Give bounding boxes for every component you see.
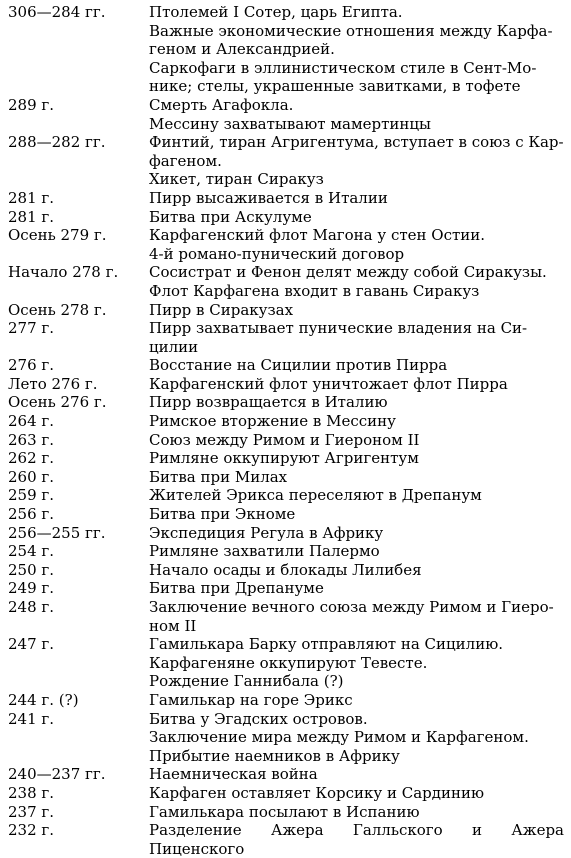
entry-events [149, 561, 564, 580]
event-text: 4-й романо-пунический договор [149, 244, 405, 263]
entry-date: Начало 278 г. [8, 263, 119, 282]
timeline-entry [8, 431, 564, 450]
entry-date: Осень 279 г. [8, 226, 107, 245]
entry-events [149, 431, 564, 450]
entry-events [149, 579, 564, 598]
entry-date: 263 г. [8, 430, 55, 449]
entry-events [149, 635, 564, 691]
event-text: Пирр высаживается в Италии [149, 188, 388, 207]
timeline-entry [8, 3, 564, 96]
timeline-entry [8, 189, 564, 208]
event-text: Гамилькара Барку отправляют на Сицилию. [149, 635, 504, 654]
timeline-entry [8, 133, 564, 189]
event-text: Сосистрат и Фенон делят между собой Сиракузы. [149, 263, 547, 282]
timeline-entry [8, 393, 564, 412]
event-text: Пирр захватывает пунические владения на Си- цилии [149, 319, 528, 356]
entry-date: 260 г. [8, 467, 55, 486]
entry-date: 262 г. [8, 449, 55, 468]
event-text: Экспедиция Регула в Африку [149, 523, 384, 542]
event-text: Мессину захватывают мамертинцы [149, 114, 431, 133]
event-text: Жителей Эрикса переселяют в Дрепанум [149, 486, 482, 505]
entry-events [149, 375, 564, 394]
event-text: Разделение Ажера Галльского и Ажера Пиценского [149, 821, 564, 858]
entry-events [149, 486, 564, 505]
entry-events [149, 505, 564, 524]
event-text: Битва при Дрепануме [149, 579, 324, 598]
entry-events [149, 189, 564, 208]
entry-events [149, 301, 564, 320]
entry-events [149, 208, 564, 227]
event-text: Начало осады и блокады Лилибея [149, 560, 422, 579]
event-text: Прибытие наемников в Африку [149, 746, 400, 765]
event-text: Флот Карфагена входит в гавань Сиракуз [149, 281, 480, 300]
timeline-entry [8, 226, 564, 263]
timeline-entry [8, 524, 564, 543]
entry-date: 276 г. [8, 356, 55, 375]
event-text: Битва у Эгадских островов. [149, 709, 368, 728]
event-text: Заключение вечного союза между Римом и Гиеро- ном II [149, 598, 554, 635]
entry-date: 281 г. [8, 207, 55, 226]
entry-events [149, 412, 564, 431]
event-text: Важные экономические отношения между Карфа- геном и Александрией. [149, 21, 553, 59]
entry-events [149, 226, 564, 263]
entry-events [149, 542, 564, 561]
entry-events [149, 96, 564, 133]
entry-events [149, 449, 564, 468]
timeline-entry [8, 561, 564, 580]
event-text: Римляне захватили Палермо [149, 542, 380, 561]
event-text: Пирр возвращается в Италию [149, 393, 388, 412]
entry-date: 289 г. [8, 95, 55, 114]
entry-date: 244 г. (?) [8, 690, 79, 709]
timeline-entry [8, 803, 564, 822]
event-text: Восстание на Сицилии против Пирра [149, 356, 448, 375]
entry-date: 256 г. [8, 505, 55, 524]
entry-date: 254 г. [8, 542, 55, 561]
timeline-entry [8, 579, 564, 598]
entry-events [149, 710, 564, 766]
event-text: Битва при Аскулуме [149, 207, 312, 226]
entry-events [149, 598, 564, 635]
entry-date: Осень 276 г. [8, 393, 107, 412]
timeline-entry [8, 765, 564, 784]
timeline-entry [8, 96, 564, 133]
timeline-entry [8, 821, 564, 858]
event-text: Союз между Римом и Гиероном II [149, 430, 420, 449]
entry-events [149, 356, 564, 375]
entry-date: 249 г. [8, 579, 55, 598]
entry-date: 306—284 гг. [8, 3, 106, 21]
entry-events [149, 803, 564, 822]
timeline-entry [8, 375, 564, 394]
entry-date: 240—237 гг. [8, 765, 106, 784]
entry-events [149, 263, 564, 300]
event-text: Битва при Экноме [149, 505, 296, 524]
event-text: Карфагенский флот уничтожает флот Пирра [149, 374, 508, 393]
timeline-entry [8, 319, 564, 356]
timeline-entry [8, 598, 564, 635]
timeline-entry [8, 208, 564, 227]
timeline-entry [8, 691, 564, 710]
entry-date: 256—255 гг. [8, 523, 106, 542]
event-text: Гамилькар на горе Эрикс [149, 690, 353, 709]
event-text: Саркофаги в эллинистическом стиле в Сент-Мо- нике; стелы, украшенные завитками, в тофете [149, 58, 537, 96]
entry-events [149, 821, 564, 858]
event-text: Пирр в Сиракузах [149, 300, 294, 319]
entry-date: 264 г. [8, 412, 55, 431]
entry-events [149, 691, 564, 710]
entry-date: 238 г. [8, 783, 55, 802]
event-text: Карфагенский флот Магона у стен Остии. [149, 226, 486, 245]
entry-date: 250 г. [8, 560, 55, 579]
entry-date: 237 г. [8, 802, 55, 821]
entry-date: 247 г. [8, 635, 55, 654]
entry-events [149, 133, 564, 189]
timeline-entry [8, 542, 564, 561]
timeline-entry [8, 412, 564, 431]
entry-events [149, 393, 564, 412]
entry-events [149, 319, 564, 356]
timeline-entry [8, 486, 564, 505]
event-text: Римляне оккупируют Агригентум [149, 449, 419, 468]
entry-events [149, 765, 564, 784]
entry-events [149, 468, 564, 487]
event-text: Смерть Агафокла. [149, 95, 294, 114]
entry-date: Лето 276 г. [8, 374, 98, 393]
event-text: Наемническая война [149, 765, 318, 784]
entry-date: 288—282 гг. [8, 133, 106, 152]
timeline-entry [8, 263, 564, 300]
entry-date: 281 г. [8, 188, 55, 207]
timeline-entry [8, 784, 564, 803]
entry-date: 277 г. [8, 319, 55, 338]
entry-date: 241 г. [8, 709, 55, 728]
timeline-entry [8, 505, 564, 524]
event-text: Карфагеняне оккупируют Тевесте. [149, 653, 428, 672]
entry-date: 248 г. [8, 598, 55, 616]
timeline-entry [8, 301, 564, 320]
entry-date: 259 г. [8, 486, 55, 505]
entry-events [149, 524, 564, 543]
timeline-entry [8, 449, 564, 468]
event-text: Карфаген оставляет Корсику и Сардинию [149, 783, 485, 802]
entry-events [149, 3, 564, 96]
timeline-entry [8, 356, 564, 375]
chronology-table [8, 3, 564, 858]
event-text: Рождение Ганнибала (?) [149, 672, 344, 691]
timeline-entry [8, 635, 564, 691]
entry-date: Осень 278 г. [8, 300, 107, 319]
event-text: Гамилькара посылают в Испанию [149, 802, 420, 821]
timeline-entry [8, 710, 564, 766]
event-text: Заключение мира между Римом и Карфагеном. [149, 728, 529, 747]
entry-events [149, 784, 564, 803]
event-text: Птолемей I Сотер, царь Египта. [149, 3, 403, 21]
event-text: Финтий, тиран Агригентума, вступает в союз с Кар- фагеном. [149, 133, 564, 170]
event-text: Битва при Милах [149, 467, 288, 486]
entry-date: 232 г. [8, 821, 55, 840]
event-text: Хикет, тиран Сиракуз [149, 170, 324, 189]
timeline-entry [8, 468, 564, 487]
event-text: Римское вторжение в Мессину [149, 412, 396, 431]
